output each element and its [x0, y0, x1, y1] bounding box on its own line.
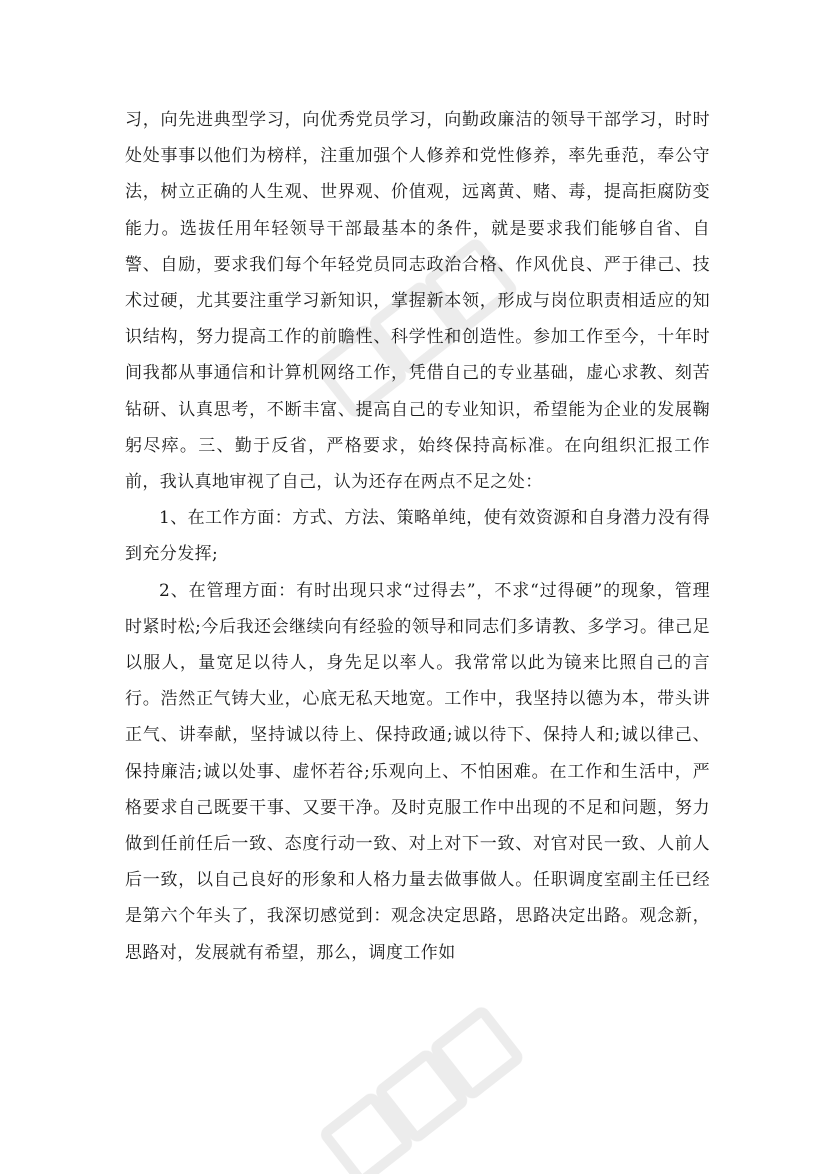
paragraph-1: 习，向先进典型学习，向优秀党员学习，向勤政廉洁的领导干部学习，时时处处事事以他们为榜样，注重加强个人修养和党性修养，率先垂范，奉公守法，树立正确的人生观、世界观、价值观，远离黄、赌、毒，提高拒腐防变能力。选拔任用年轻领导干部最基本的条件，就是要求我们能够自省、自警、自励，要求我们每个年轻党员同志政治合格、作风优良、严于律己、技术过硬，尤其要注重学习新知识，掌握新本领，形成与岗位职责相适应的知识结构，努力提高工作的前瞻性、科学性和创造性。参加工作至今，十年时间我都从事通信和计算机网络工作，凭借自己的专业基础，虚心求教、刻苦钻研、认真思考，不断丰富、提高自己的专业知识，希望能为企业的发展鞠躬尽瘁。三、勤于反省，严格要求，始终保持高标准。在向组织汇报工作前，我认真地审视了自己，认为还存在两点不足之处：	[125, 110, 710, 493]
paragraph-3: 2、在管理方面：有时出现只求“过得去”，不求“过得硬”的现象，管理时紧时松;今后我还会继续向有经验的领导和同志们多请教、多学习。律己足以服人，量宽足以待人，身先足以率人。我常常以此为镜来比照自己的言行。浩然正气铸大业，心底无私天地宽。工作中，我坚持以德为本，带头讲正气、讲奉献，坚持诚以待上、保持政通;诚以待下、保持人和;诚以律己、保持廉洁;诚以处事、虚怀若谷;乐观向上、不怕困难。在工作和生活中，严格要求自己既要干事、又要干净。及时克服工作中出现的不足和问题，努力做到任前任后一致、态度行动一致、对上对下一致、对官对民一致、人前人后一致，以自己良好的形象和人格力量去做事做人。任职调度室副主任已经是第六个年头了，我深切感觉到：观念决定思路，思路决定出路。观念新，思路对，发展就有希望，那么，调度工作如	[125, 580, 710, 963]
document-body	[125, 102, 710, 971]
paragraph-2: 1、在工作方面：方式、方法、策略单纯，使有效资源和自身潜力没有得到充分发挥;	[125, 508, 710, 565]
